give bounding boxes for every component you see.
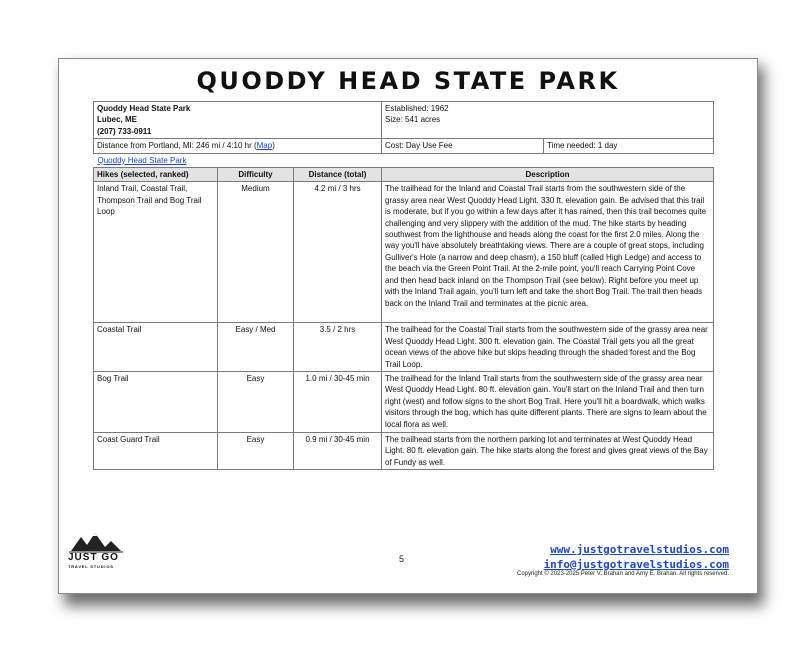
distance-cell xyxy=(94,139,382,153)
header-hikes: Hikes (selected, ranked) xyxy=(94,168,218,182)
hike-difficulty: Easy xyxy=(218,433,294,470)
hike-description: The trailhead for the Coastal Trail starts from the southwestern side of the grassy area near West Quoddy Head Light. 300 ft. elevation gain. The Coastal Trail gets you all the great ocean views of the above hike but skips heading through the shaded forest and the Bog Trail Loop. xyxy=(382,323,714,372)
cost-cell xyxy=(382,139,544,153)
logo-wordmark: JUST GO xyxy=(68,552,119,563)
park-website-link[interactable]: Quoddy Head State Park xyxy=(97,155,187,165)
hike-difficulty: Medium xyxy=(218,182,294,323)
park-cost: Cost: Day Use Fee xyxy=(385,141,453,151)
header-description: Description xyxy=(382,168,714,182)
park-link-cell xyxy=(94,153,714,167)
logo-subtext: TRAVEL STUDIOS xyxy=(68,564,114,569)
table-row xyxy=(94,182,714,323)
park-link-row xyxy=(94,153,714,167)
park-established: Established: 1962 xyxy=(385,104,449,113)
hike-description: The trailhead for the Inland Trail starts from the southwestern side of the grassy area near West Quoddy Head Light. 80 ft. elevation gain. You'll start on the Inland Trail and then turn right (west) and follow signs to the short Bog Trail. Here you'll hit a boardwalk, which walks visitors through the bog, which has quite different plants. There are signs to learn about the local flora as well. xyxy=(382,372,714,433)
website-link[interactable]: www.justgotravelstudios.com xyxy=(550,543,729,556)
page-title: QUODDY HEAD STATE PARK xyxy=(196,67,620,95)
hike-description: The trailhead for the Inland and Coastal Trail starts from the southwestern side of the grassy area near West Quoddy Head Light. 330 ft. elevation gain. Be advised that this trail is moderate, but if you go within a few days after it has rained, then this trail becomes quite challenging and very slippery with the addition of the mud. The hike starts by heading southwest from the lighthouse and heads along the coast for the first 2.0 miles. Along the way you'll have absolutely breathtaking views. There are a couple of great stops, including Gulliver's Hole (a narrow and deep chasm), a 150 bluff (called High Ledge) and access to the beach via the Green Point Trail. At the 2-mile point, you'll reach Carrying Point Cove and then head back inland on the Thompson Trail (see below). Right before you meet up with the Inland Trail again, you'll turn left and take the short Bog Trail. The trail then heads back on the Inland Trail and terminates at the picnic area. xyxy=(382,182,714,323)
table-row xyxy=(94,323,714,372)
hike-description: The trailhead starts from the northern parking lot and terminates at West Quoddy Head Light. 80 ft. elevation gain. The hike starts along the forest and gives great views of the Bay of Fundy as well. xyxy=(382,433,714,470)
document-page xyxy=(58,58,758,594)
distance-close: ) xyxy=(272,141,275,151)
hike-name: Bog Trail xyxy=(94,372,218,433)
hikes-header-row xyxy=(94,168,714,182)
table-row xyxy=(94,372,714,433)
park-name: Quoddy Head State Park xyxy=(97,104,191,113)
email-link[interactable]: info@justgotravelstudios.com xyxy=(543,558,729,571)
hike-distance: 3.5 / 2 hrs xyxy=(294,323,382,372)
hike-name: Coast Guard Trail xyxy=(94,433,218,470)
map-link[interactable]: Map xyxy=(256,141,273,151)
park-location: Lubec, ME xyxy=(97,115,138,125)
hike-difficulty: Easy / Med xyxy=(218,323,294,372)
page-number: 5 xyxy=(399,554,405,564)
hike-difficulty: Easy xyxy=(218,372,294,433)
park-facts-cell xyxy=(382,102,714,139)
hike-distance: 4.2 mi / 3 hrs xyxy=(294,182,382,323)
park-contact-cell xyxy=(94,102,382,139)
park-logistics-row xyxy=(94,139,714,153)
header-difficulty: Difficulty xyxy=(218,168,294,182)
park-size: Size: 541 acres xyxy=(385,115,441,125)
park-info-table xyxy=(93,101,714,470)
park-phone: (207) 733-0911 xyxy=(97,126,152,136)
hike-distance: 1.0 mi / 30-45 min xyxy=(294,372,382,433)
park-time-needed: Time needed: 1 day xyxy=(547,141,618,151)
header-distance: Distance (total) xyxy=(294,168,382,182)
copyright-notice: Copyright © 2023-2025 Peter V. Brahan and Amy E. Brahan. All rights reserved. xyxy=(517,571,729,577)
hike-name: Inland Trail, Coastal Trail, Thompson Trail and Bog Trail Loop xyxy=(94,182,218,323)
hike-name: Coastal Trail xyxy=(94,323,218,372)
distance-text: Distance from Portland, MI: 246 mi / 4:10 hr ( xyxy=(97,141,257,151)
table-row xyxy=(94,433,714,470)
hike-distance: 0.9 mi / 30-45 min xyxy=(294,433,382,470)
park-contact-row xyxy=(94,102,714,139)
time-cell xyxy=(544,139,714,153)
